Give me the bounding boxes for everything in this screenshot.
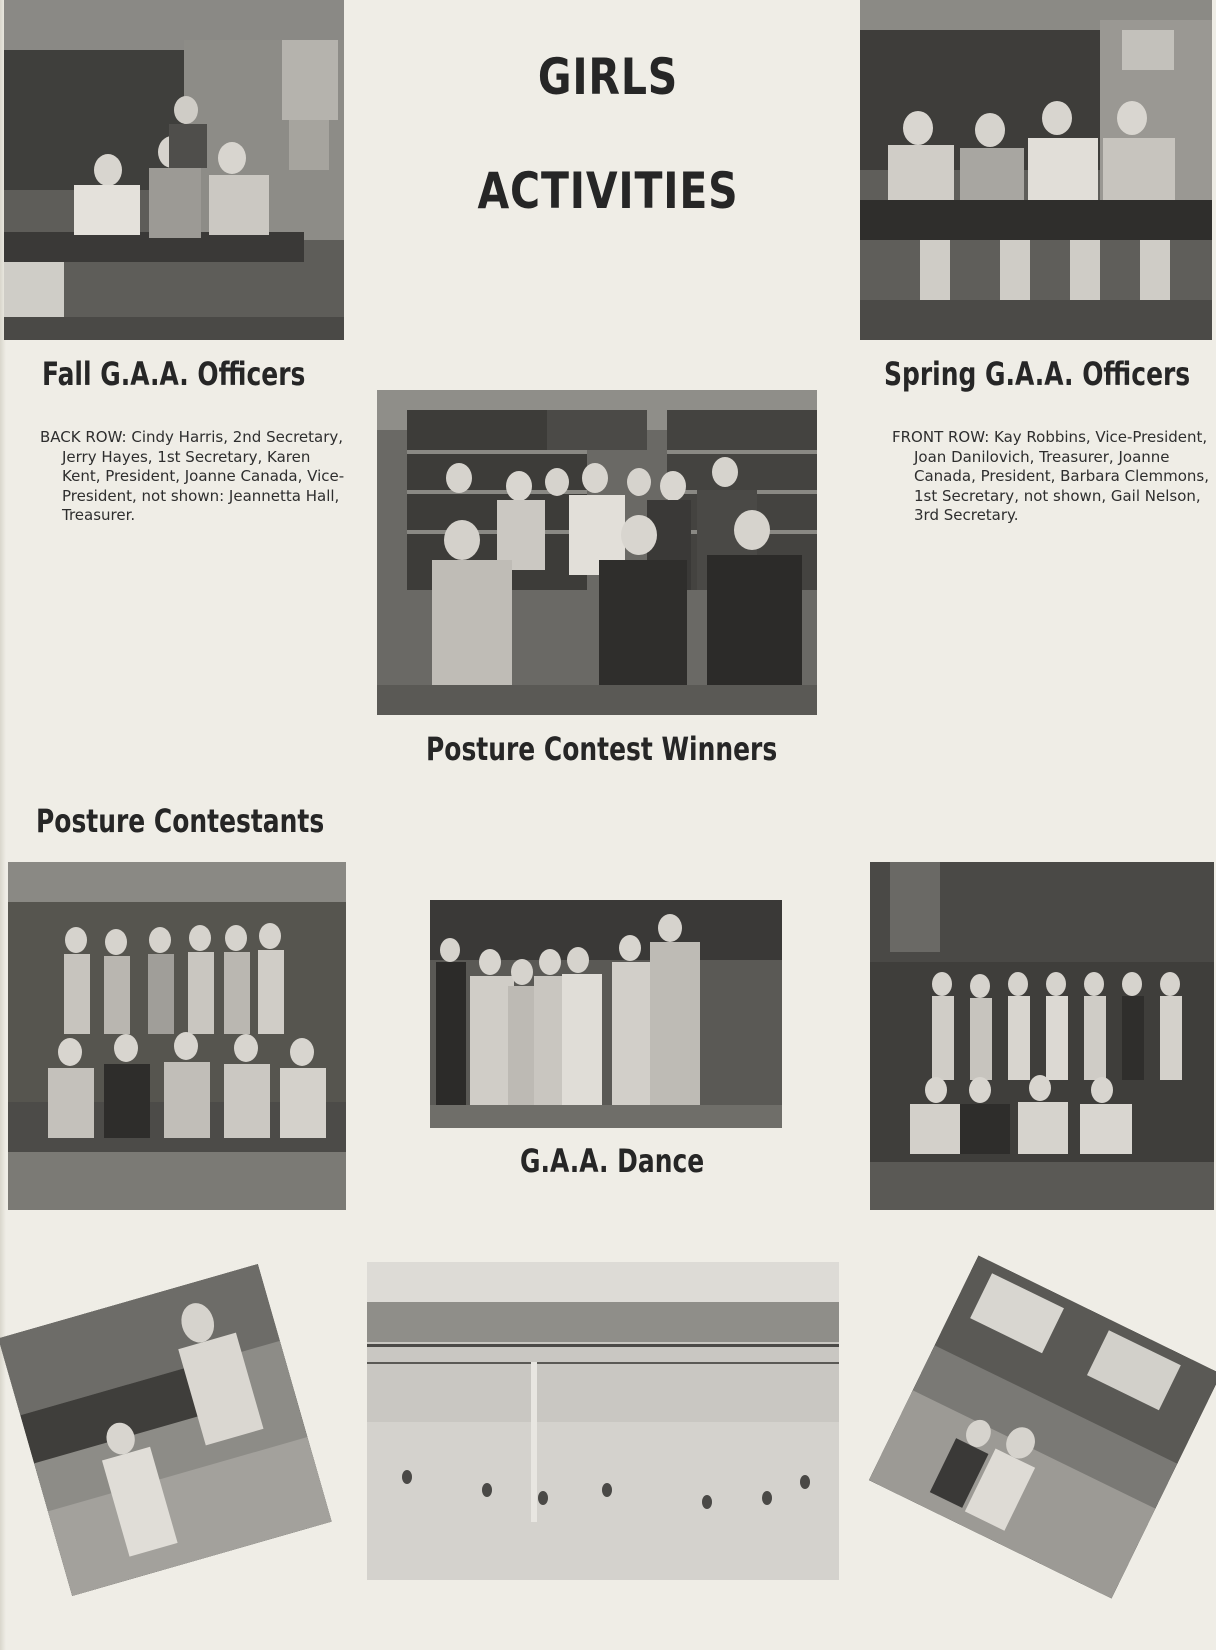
fall-officers-photo — [4, 0, 344, 340]
playground-photo — [367, 1262, 839, 1580]
gaa-dance-caption: G.A.A. Dance — [520, 1142, 705, 1180]
fall-officers-names: BACK ROW: Cindy Harris, 2nd Secretary, Jerry Hayes, 1st Secretary, Karen Kent, President, Joanne Canada, Vice-President, not shown: Jeannetta Hall, Treasurer. — [40, 428, 345, 524]
posture-winners-photo — [377, 390, 817, 715]
spring-officers-photo — [860, 0, 1212, 340]
posture-contestants-caption: Posture Contestants — [36, 802, 325, 840]
posture-winners-caption: Posture Contest Winners — [426, 730, 778, 768]
page-title-line2: ACTIVITIES — [477, 162, 739, 220]
spring-officers-caption: Spring G.A.A. Officers — [884, 355, 1191, 393]
tilted-photo-bottom-left — [0, 1264, 332, 1596]
fall-officers-caption: Fall G.A.A. Officers — [42, 355, 306, 393]
page-title-line1: GIRLS — [537, 48, 679, 106]
posture-contestants-photo-right — [870, 862, 1214, 1210]
tilted-photo-bottom-right — [869, 1255, 1216, 1598]
posture-contestants-photo-left — [8, 862, 346, 1210]
spring-officers-names: FRONT ROW: Kay Robbins, Vice-President, Joan Danilovich, Treasurer, Joanne Canada, President, Barbara Clemmons, 1st Secretary, not shown, Gail Nelson, 3rd Secretary. — [892, 428, 1209, 524]
gaa-dance-photo — [430, 900, 782, 1128]
